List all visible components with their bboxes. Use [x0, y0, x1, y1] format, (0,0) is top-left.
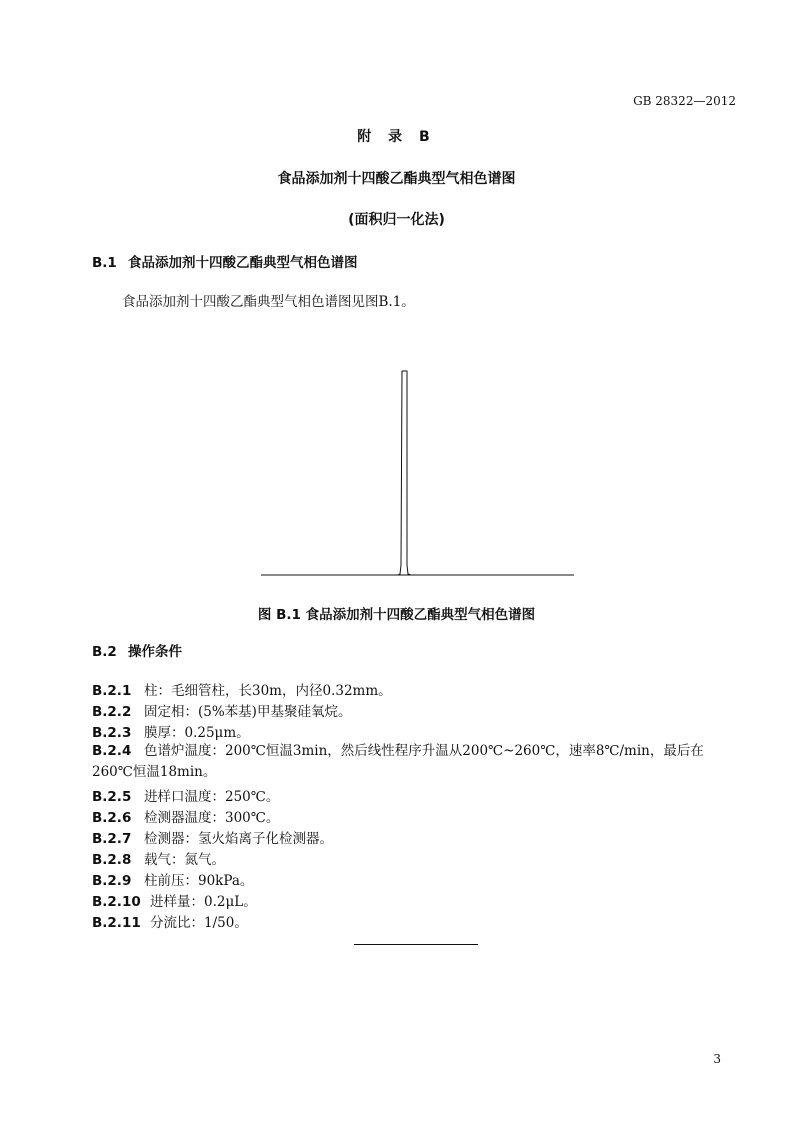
condition-text: 分流比：1/50。 — [150, 915, 248, 931]
condition-text: 进样口温度：250℃。 — [144, 789, 280, 805]
condition-item — [92, 848, 225, 868]
condition-item — [92, 741, 742, 783]
condition-text: 检测器温度：300℃。 — [144, 810, 280, 826]
section-b1-number: B.1 — [92, 255, 117, 271]
chromatogram-figure — [255, 365, 580, 580]
section-b1-title: 食品添加剂十四酸乙酯典型气相色谱图 — [128, 255, 358, 271]
condition-item — [92, 890, 257, 910]
end-rule — [354, 944, 478, 945]
condition-number: B.2.10 — [92, 894, 141, 910]
condition-number: B.2.5 — [92, 789, 132, 805]
document-title: 食品添加剂十四酸乙酯典型气相色谱图 — [277, 171, 516, 187]
condition-text: 色谱炉温度：200℃恒温3min，然后线性程序升温从200℃~260℃，速率8℃/min，最后在260℃恒温18min。 — [92, 743, 704, 780]
section-b2-title: 操作条件 — [128, 644, 182, 660]
section-b2-number: B.2 — [92, 644, 117, 660]
condition-number: B.2.8 — [92, 852, 132, 868]
condition-number: B.2.2 — [92, 704, 132, 720]
figure-caption: 图 B.1 食品添加剂十四酸乙酯典型气相色谱图 — [257, 607, 536, 623]
condition-text: 膜厚：0.25μm。 — [144, 725, 250, 741]
condition-text: 进样量：0.2μL。 — [150, 894, 257, 910]
condition-item — [92, 700, 351, 720]
condition-number: B.2.1 — [92, 683, 132, 699]
document-subtitle: (面积归一化法) — [348, 212, 445, 228]
condition-text: 载气：氮气。 — [144, 852, 225, 868]
condition-text: 柱前压：90kPa。 — [144, 873, 254, 889]
condition-number: B.2.9 — [92, 873, 132, 889]
condition-text: 固定相：(5%苯基)甲基聚硅氧烷。 — [144, 704, 352, 720]
condition-number: B.2.11 — [92, 915, 141, 931]
section-b2-heading — [92, 640, 182, 660]
condition-number: B.2.4 — [92, 743, 132, 759]
condition-item — [92, 785, 279, 805]
page-number: 3 — [713, 1052, 721, 1066]
section-b1-paragraph: 食品添加剂十四酸乙酯典型气相色谱图见图B.1。 — [122, 294, 415, 310]
condition-number: B.2.6 — [92, 810, 132, 826]
appendix-title: 附 录 B — [357, 129, 436, 145]
section-b1-heading — [92, 251, 358, 271]
standard-code: GB 28322—2012 — [633, 94, 736, 108]
condition-item — [92, 721, 250, 741]
condition-number: B.2.7 — [92, 831, 132, 847]
condition-item — [92, 869, 253, 889]
condition-item — [92, 679, 392, 699]
condition-item — [92, 827, 333, 847]
condition-item — [92, 806, 279, 826]
condition-item — [92, 911, 248, 931]
condition-text: 检测器：氢火焰离子化检测器。 — [144, 831, 333, 847]
condition-text: 柱：毛细管柱，长30m，内径0.32mm。 — [144, 683, 392, 699]
chromatogram-main-peak — [398, 371, 411, 575]
condition-number: B.2.3 — [92, 725, 132, 741]
